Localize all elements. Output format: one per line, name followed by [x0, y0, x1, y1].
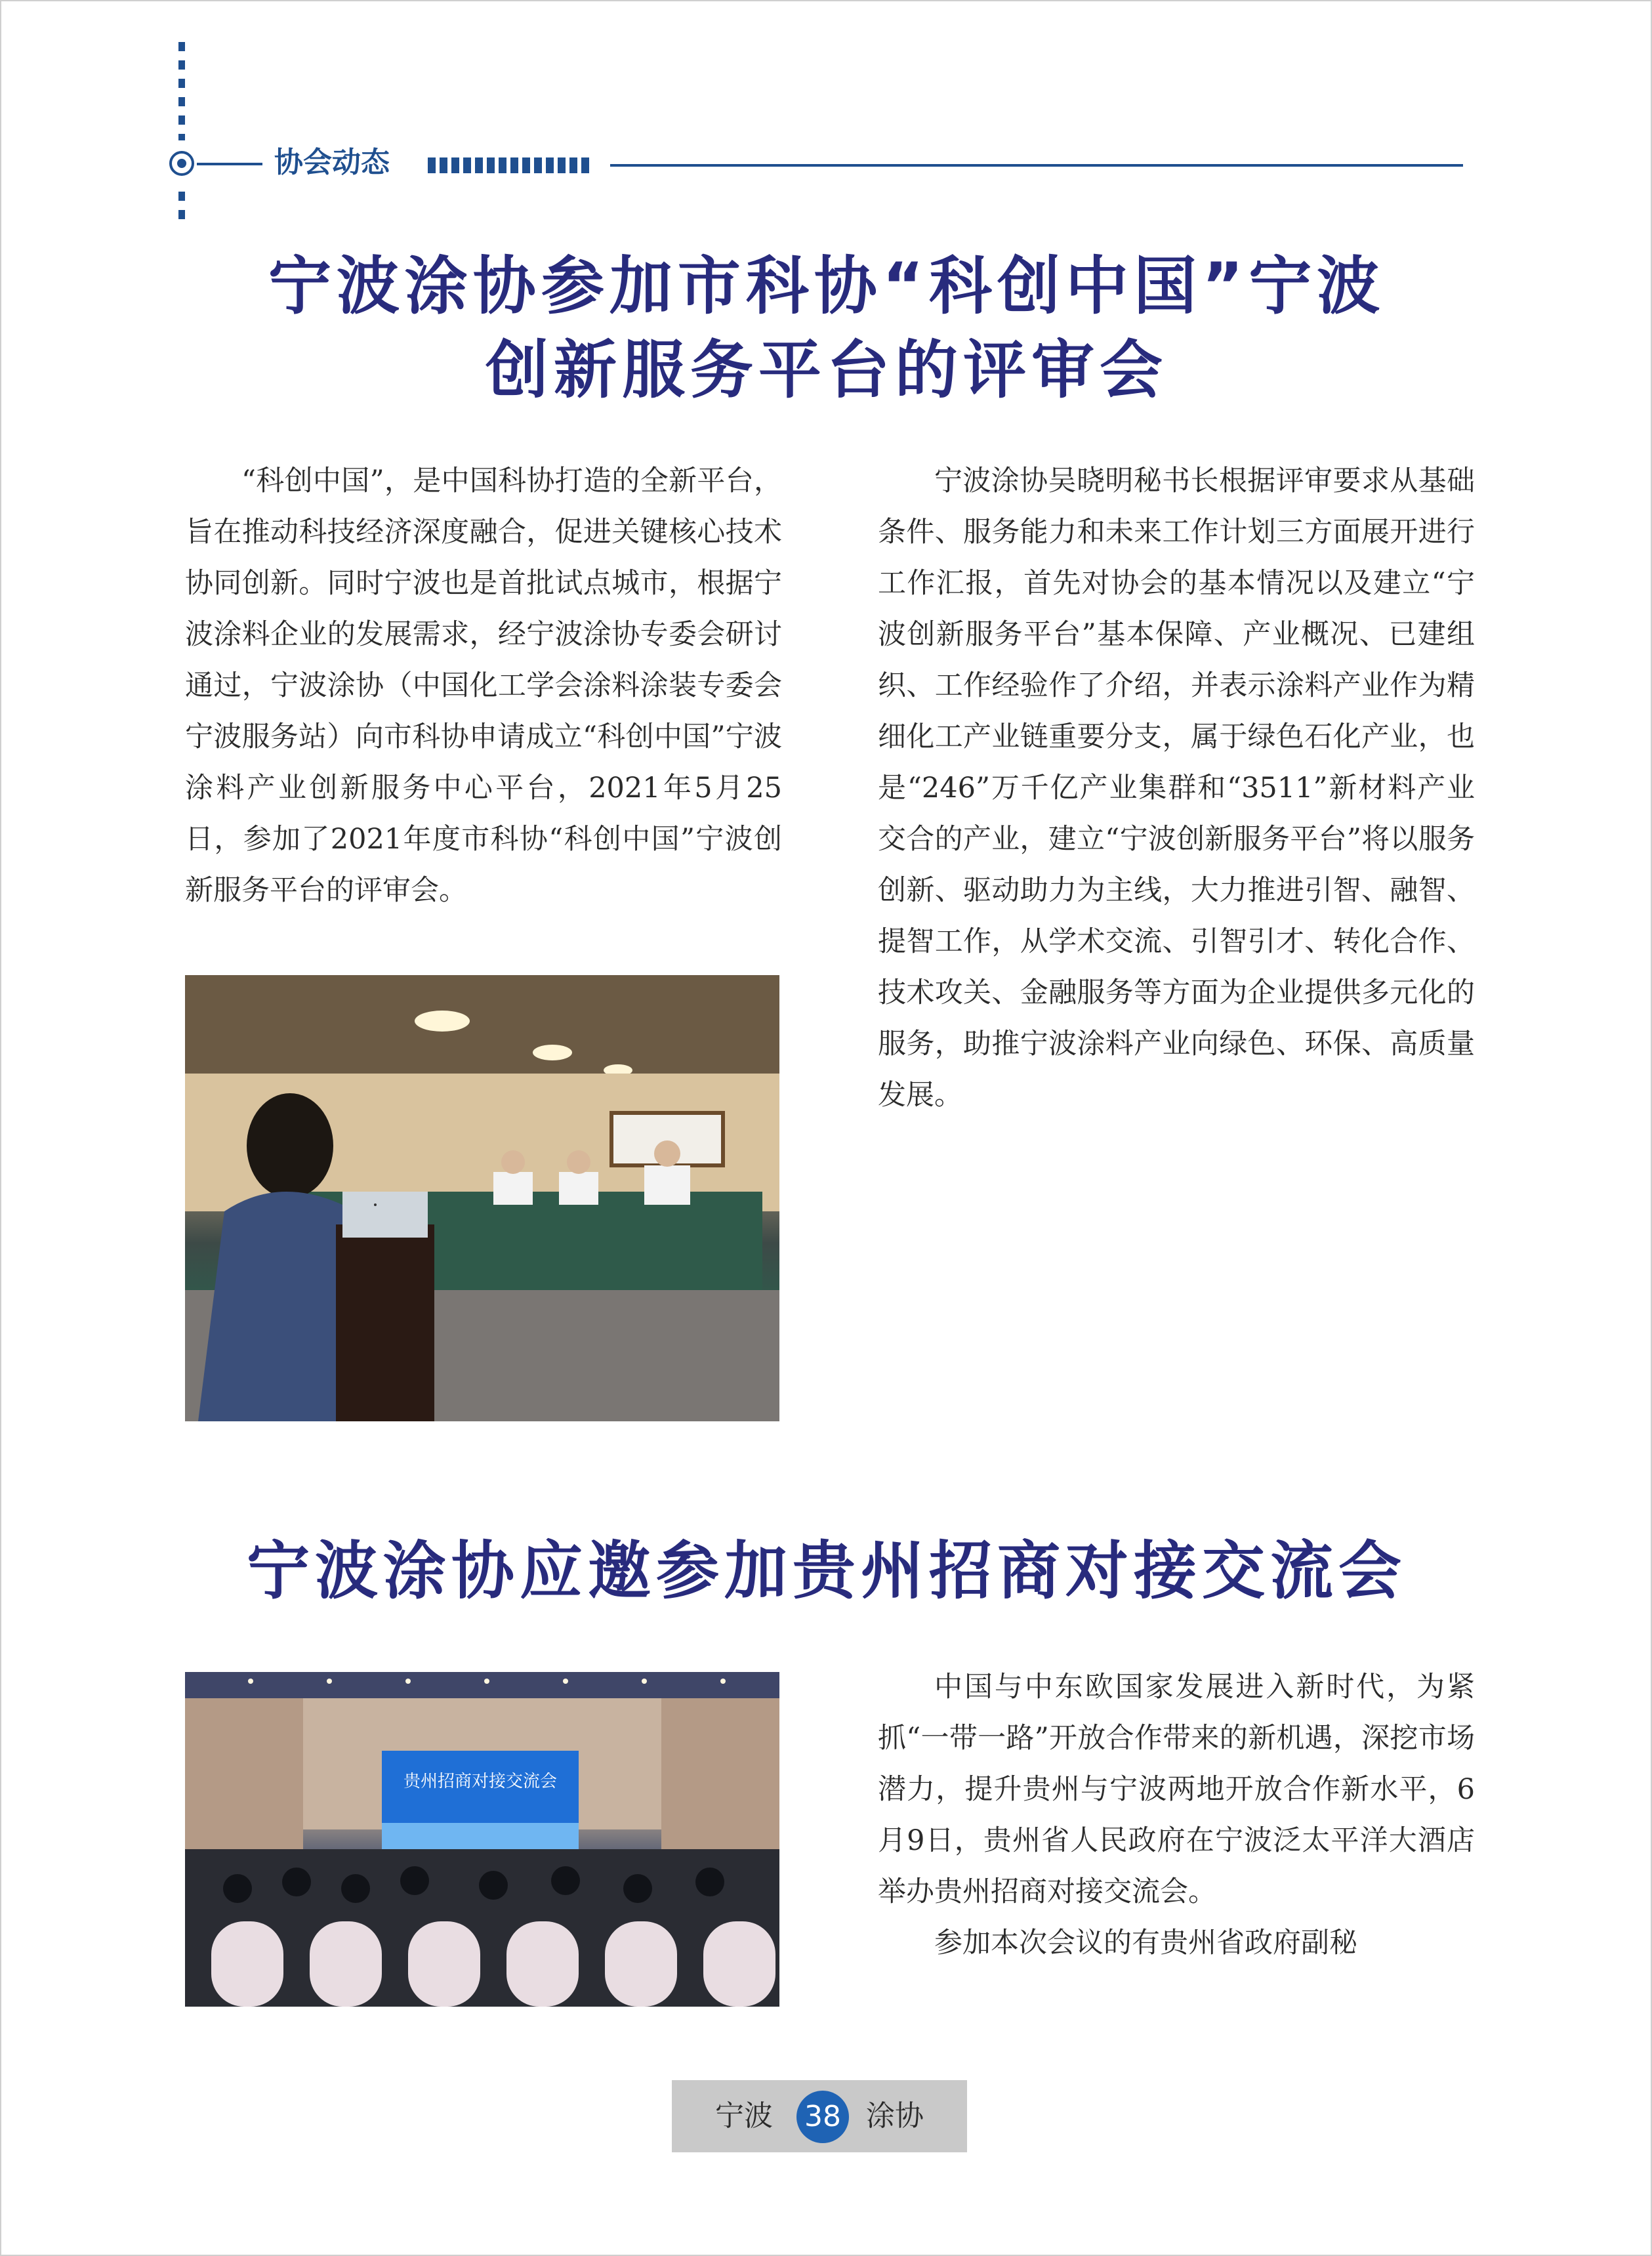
screen-title: 贵州招商对接交流会 — [403, 1772, 558, 1791]
header-rule-left — [197, 163, 262, 165]
article1-paragraph-2: 宁波涂协吴晓明秘书长根据评审要求从基础条件、服务能力和未来工作计划三方面展开进行工作汇报，首先对协会的基本情况以及建立“宁波创新服务平台”基本保障、产业概况、已建组织、工作经验作了介绍，并表示涂料产业作为精细化工产业链重要分支，属于绿色石化产业，也是“246”万千亿产业集群和“3511”新材料产业交合的产业，建立“宁波创新服务平台”将以服务创新、驱动助力为主线，大力推进引智、融智、提智工作，从学术交流、引智引才、转化合作、技术攻关、金融服务等方面为企业提供多元化的服务，助推宁波涂料产业向绿色、环保、高质量发展。 — [878, 465, 1475, 1112]
header-dot-bar — [428, 157, 589, 173]
meeting-photo-illustration — [185, 975, 779, 1421]
article1-title — [171, 244, 1483, 412]
meeting-photo — [185, 975, 779, 1421]
header-rule-right — [610, 164, 1463, 167]
exchange-meeting-photo — [185, 1672, 779, 2007]
article1-title-line1: 宁波涂协参加市科协“科创中国”宁波 — [268, 249, 1386, 323]
article2-title: 宁波涂协应邀参加贵州招商对接交流会 — [247, 1534, 1407, 1608]
article2-paragraph-1: 中国与中东欧国家发展进入新时代，为紧抓“一带一路”开放合作带来的新机遇，深挖市场潜力，提升贵州与宁波两地开放合作新水平，6月9日，贵州省人民政府在宁波泛太平洋大酒店举办贵州招商对接交流会。 — [878, 1671, 1475, 1908]
page-number: 38 — [796, 2091, 849, 2143]
vertical-dots-bottom — [178, 192, 185, 224]
article1-column-left — [185, 455, 782, 916]
exchange-meeting-illustration — [185, 1672, 779, 2007]
article1-paragraph-1: “科创中国”，是中国科协打造的全新平台，旨在推动科技经济深度融合，促进关键核心技术协同创新。同时宁波也是首批试点城市，根据宁波涂料企业的发展需求，经宁波涂协专委会研讨通过，宁波涂协（中国化工学会涂料涂装专委会宁波服务站）向市科协申请成立“科创中国”宁波涂料产业创新服务中心平台，2021年5月25日，参加了2021年度市科协“科创中国”宁波创新服务平台的评审会。 — [185, 465, 782, 907]
article2-paragraph-2: 参加本次会议的有贵州省政府副秘 — [934, 1927, 1357, 1959]
article1-column-right — [878, 455, 1475, 1121]
section-label: 协会动态 — [274, 146, 390, 179]
footer-right-label: 涂协 — [866, 2099, 924, 2133]
vertical-dots-top — [178, 42, 185, 140]
footer-left-label: 宁波 — [715, 2099, 773, 2133]
article2-column-right — [878, 1661, 1475, 1969]
article1-title-line2: 创新服务平台的评审会 — [485, 333, 1168, 407]
target-icon — [169, 151, 194, 176]
page-footer — [672, 2080, 967, 2152]
